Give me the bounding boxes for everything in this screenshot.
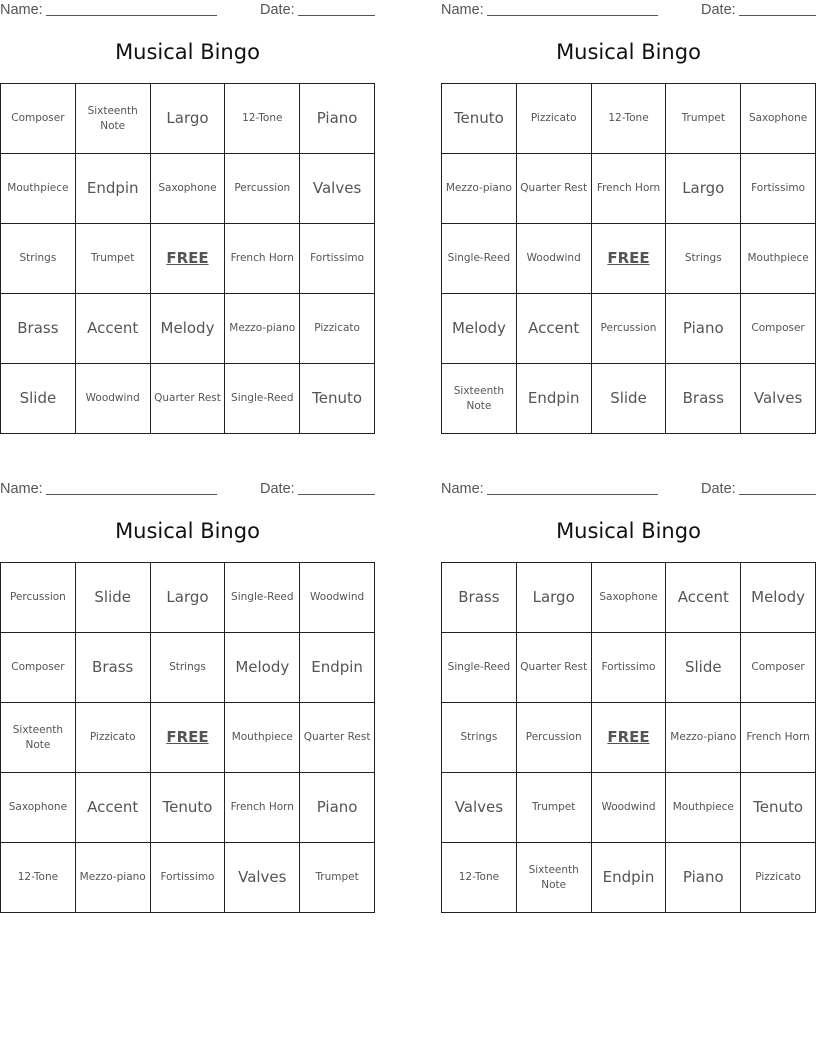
bingo-cell: Valves xyxy=(225,843,300,913)
bingo-cell: Largo xyxy=(517,563,592,633)
free-space-cell: FREE xyxy=(151,224,226,294)
bingo-cell: Mezzo-piano xyxy=(666,703,741,773)
bingo-cell: Piano xyxy=(300,84,375,154)
bingo-cell: Accent xyxy=(76,773,151,843)
bingo-cell: Percussion xyxy=(517,703,592,773)
bingo-cell: Slide xyxy=(1,364,76,434)
bingo-cell: Pizzicato xyxy=(300,294,375,364)
bingo-cell: Mouthpiece xyxy=(741,224,816,294)
bingo-cell: Mezzo-piano xyxy=(442,154,517,224)
bingo-cell: Valves xyxy=(442,773,517,843)
bingo-cell: Melody xyxy=(225,633,300,703)
bingo-cell: Melody xyxy=(151,294,226,364)
bingo-cell: Sixteenth Note xyxy=(1,703,76,773)
bingo-cell: Brass xyxy=(666,364,741,434)
bingo-cell: Tenuto xyxy=(151,773,226,843)
bingo-cell: Endpin xyxy=(517,364,592,434)
bingo-cell: French Horn xyxy=(225,773,300,843)
bingo-cell: Composer xyxy=(741,633,816,703)
date-label: Date: xyxy=(701,2,736,18)
name-label: Name: xyxy=(441,481,484,497)
bingo-cell: 12-Tone xyxy=(592,84,667,154)
name-label: Name: xyxy=(0,481,43,497)
date-blank-line xyxy=(739,15,816,16)
bingo-cell: Pizzicato xyxy=(741,843,816,913)
bingo-cell: Mezzo-piano xyxy=(76,843,151,913)
bingo-cell: Slide xyxy=(76,563,151,633)
bingo-cell: Slide xyxy=(666,633,741,703)
bingo-cell: Quarter Rest xyxy=(517,633,592,703)
free-space-cell: FREE xyxy=(592,703,667,773)
bingo-cell: Sixteenth Note xyxy=(517,843,592,913)
bingo-cell: Trumpet xyxy=(517,773,592,843)
bingo-cell: Woodwind xyxy=(592,773,667,843)
name-label: Name: xyxy=(441,2,484,18)
bingo-cell: Fortissimo xyxy=(741,154,816,224)
name-date-header xyxy=(441,479,816,501)
bingo-cell: Melody xyxy=(741,563,816,633)
bingo-cell: French Horn xyxy=(592,154,667,224)
bingo-cell: Trumpet xyxy=(76,224,151,294)
bingo-cell: Fortissimo xyxy=(300,224,375,294)
bingo-cell: Piano xyxy=(666,294,741,364)
bingo-cell: Woodwind xyxy=(76,364,151,434)
date-label: Date: xyxy=(260,481,295,497)
free-space-cell: FREE xyxy=(592,224,667,294)
bingo-cell: Accent xyxy=(666,563,741,633)
bingo-cell: Largo xyxy=(151,563,226,633)
name-date-header xyxy=(0,479,375,501)
card-title: Musical Bingo xyxy=(556,519,701,543)
bingo-cell: Single-Reed xyxy=(442,224,517,294)
bingo-cell: Single-Reed xyxy=(225,364,300,434)
name-date-header xyxy=(441,0,816,22)
bingo-cell: Trumpet xyxy=(300,843,375,913)
bingo-cell: French Horn xyxy=(225,224,300,294)
date-label: Date: xyxy=(260,2,295,18)
bingo-cell: Fortissimo xyxy=(592,633,667,703)
bingo-cell: Valves xyxy=(741,364,816,434)
bingo-card xyxy=(441,479,816,913)
bingo-cell: Saxophone xyxy=(151,154,226,224)
bingo-cell: Valves xyxy=(300,154,375,224)
bingo-grid xyxy=(441,83,816,434)
bingo-cell: Percussion xyxy=(1,563,76,633)
bingo-cell: Endpin xyxy=(300,633,375,703)
bingo-cell: Quarter Rest xyxy=(517,154,592,224)
bingo-cell: Fortissimo xyxy=(151,843,226,913)
date-blank-line xyxy=(739,494,816,495)
card-title: Musical Bingo xyxy=(115,40,260,64)
bingo-cell: Sixteenth Note xyxy=(76,84,151,154)
bingo-cell: Mouthpiece xyxy=(225,703,300,773)
bingo-cell: Quarter Rest xyxy=(300,703,375,773)
bingo-cell: Endpin xyxy=(592,843,667,913)
name-blank-line xyxy=(46,494,217,495)
bingo-cell: Slide xyxy=(592,364,667,434)
bingo-cell: Woodwind xyxy=(300,563,375,633)
bingo-cell: Saxophone xyxy=(1,773,76,843)
bingo-cell: French Horn xyxy=(741,703,816,773)
bingo-grid xyxy=(441,562,816,913)
bingo-cell: Melody xyxy=(442,294,517,364)
bingo-cell: Tenuto xyxy=(300,364,375,434)
bingo-card xyxy=(0,479,375,913)
name-label: Name: xyxy=(0,2,43,18)
bingo-cell: 12-Tone xyxy=(442,843,517,913)
bingo-cell: Trumpet xyxy=(666,84,741,154)
bingo-cell: Strings xyxy=(1,224,76,294)
bingo-cell: Quarter Rest xyxy=(151,364,226,434)
bingo-cell: Percussion xyxy=(592,294,667,364)
name-date-header xyxy=(0,0,375,22)
name-blank-line xyxy=(487,15,658,16)
bingo-cell: Saxophone xyxy=(741,84,816,154)
bingo-cell: Piano xyxy=(666,843,741,913)
date-label: Date: xyxy=(701,481,736,497)
date-blank-line xyxy=(298,15,375,16)
bingo-cell: Mouthpiece xyxy=(1,154,76,224)
bingo-cell: Strings xyxy=(442,703,517,773)
card-title: Musical Bingo xyxy=(115,519,260,543)
bingo-cell: Saxophone xyxy=(592,563,667,633)
card-title: Musical Bingo xyxy=(556,40,701,64)
bingo-cell: Pizzicato xyxy=(517,84,592,154)
bingo-cell: Endpin xyxy=(76,154,151,224)
free-space-cell: FREE xyxy=(151,703,226,773)
bingo-card xyxy=(441,0,816,434)
bingo-cell: Pizzicato xyxy=(76,703,151,773)
bingo-cell: Strings xyxy=(151,633,226,703)
bingo-cell: Single-Reed xyxy=(442,633,517,703)
name-blank-line xyxy=(46,15,217,16)
bingo-cell: Strings xyxy=(666,224,741,294)
bingo-cell: Sixteenth Note xyxy=(442,364,517,434)
bingo-cell: Largo xyxy=(666,154,741,224)
bingo-grid xyxy=(0,562,375,913)
date-blank-line xyxy=(298,494,375,495)
bingo-cell: Woodwind xyxy=(517,224,592,294)
bingo-cell: Mouthpiece xyxy=(666,773,741,843)
bingo-cell: Composer xyxy=(741,294,816,364)
bingo-card xyxy=(0,0,375,434)
bingo-cell: Composer xyxy=(1,633,76,703)
name-blank-line xyxy=(487,494,658,495)
bingo-cell: Single-Reed xyxy=(225,563,300,633)
bingo-cell: Tenuto xyxy=(741,773,816,843)
bingo-cell: Mezzo-piano xyxy=(225,294,300,364)
bingo-cell: Accent xyxy=(517,294,592,364)
bingo-cell: Percussion xyxy=(225,154,300,224)
bingo-cell: Largo xyxy=(151,84,226,154)
bingo-cell: Composer xyxy=(1,84,76,154)
bingo-cell: 12-Tone xyxy=(1,843,76,913)
bingo-grid xyxy=(0,83,375,434)
bingo-cell: Accent xyxy=(76,294,151,364)
bingo-cell: 12-Tone xyxy=(225,84,300,154)
bingo-cell: Brass xyxy=(76,633,151,703)
bingo-cell: Brass xyxy=(1,294,76,364)
bingo-cell: Brass xyxy=(442,563,517,633)
bingo-cell: Piano xyxy=(300,773,375,843)
bingo-cell: Tenuto xyxy=(442,84,517,154)
